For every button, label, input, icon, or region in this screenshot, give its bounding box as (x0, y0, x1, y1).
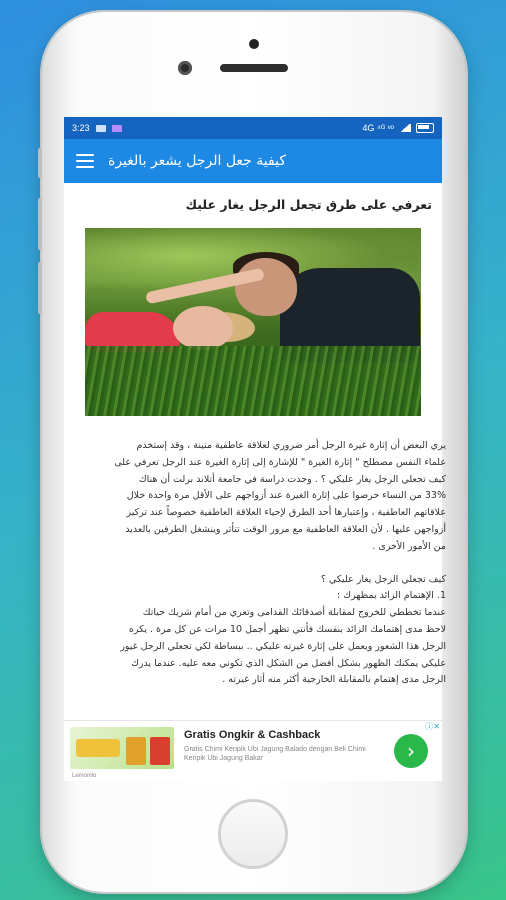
ad-banner[interactable] (64, 720, 442, 781)
article-body (74, 438, 446, 556)
hamburger-icon[interactable] (76, 154, 94, 168)
app-bar (64, 139, 442, 183)
ad-description: Gratis Chimi Keripik Ubi Jagung Balado dengan Beli Chimi Keripik Ubi Jagung Bakar (184, 746, 366, 762)
app-title: كيفية جعل الرجل يشعر بالغيرة (108, 153, 286, 169)
chevron-right-icon[interactable]: › (394, 734, 428, 768)
home-button[interactable] (218, 799, 288, 869)
volume-up-button (38, 198, 42, 250)
article-title: تعرفي على طرق تجعل الرجل يغار عليك (185, 197, 432, 212)
app-notification-icon (112, 125, 122, 132)
earpiece-speaker (220, 64, 288, 72)
status-time: 3:23 (72, 123, 90, 133)
body-line: علماء النفس مصطلح " إثارة الغيرة " للإشارة إلى إثارة الغيرة عند الرجل تعرفي على (114, 456, 446, 468)
volume-down-button (38, 262, 42, 314)
section-line: الرجل مدى إهتمام بالمقابلة الخارجية أكثر منه أثار غيرته . (222, 674, 446, 686)
front-camera-icon (178, 61, 192, 75)
body-line: علاقاتهم العاطفية ، وإعتبارها أحد الطرق لإحياء العلاقة العاطفية خصوصاً عند تركيز (126, 507, 446, 519)
article-content (64, 183, 446, 689)
adchoices-icon[interactable]: ⓘ✕ (425, 722, 440, 731)
body-line: أزواجهن عليها . لأن العلاقة العاطفية مع مرور الوقت تتأثر وينشغل الطرفين بالعديد (125, 523, 446, 535)
section-line: لاحظ مدى إهتمامك الزائد بنفسك فأنتي تظهر أجمل 10 مرات عن كل مرة . يكره (128, 623, 446, 635)
ad-thumbnail[interactable] (70, 727, 174, 769)
network-indicators: 4G ⁴ᴳ ᵛᵒ (362, 123, 394, 133)
body-line: كيف تجعلي الرجل يغار عليكي ؟ . وجدت دراسة في جامعة أتلاند برلت أن هناك (138, 473, 446, 485)
article-image (85, 228, 421, 416)
section-line: عندما تخططي للخروج لمقابلة أصدقائك القدامى وتعري من أمام شريك حياتك (142, 607, 446, 619)
signal-icon (399, 124, 411, 132)
section-title: كيف تجعلي الرجل يغار عليكي ؟ (320, 573, 446, 585)
notification-icon (96, 125, 106, 132)
ad-title[interactable]: Gratis Ongkir & Cashback (184, 729, 321, 741)
proximity-sensor (249, 39, 259, 49)
section-heading (74, 572, 446, 690)
body-line: من الأمور الأخرى . (372, 540, 446, 552)
mute-switch (38, 148, 42, 178)
section-line: 1. الإهتمام الزائد بمظهرك : (337, 590, 446, 602)
section-line: الرجل هذا الشعور ويعمل على إثارة غيرته عليكي .. ببساطة لكي تجعلي الرجل غيور (120, 640, 446, 652)
body-line: يري البعض أن إثارة غيرة الرجل أمر ضروري لعلاقة عاطفية متينة ، وقد إستخدم (136, 440, 446, 451)
battery-icon (416, 123, 434, 133)
phone-screen (64, 117, 446, 781)
body-line: 33% من النساء حرصوا على إثارة الغيرة عند أزواجهم على الأقل مرة واحدة خلال (126, 490, 446, 502)
ad-brand: Lemonilo (72, 773, 97, 779)
section-line: عليكي يمكنك الظهور بشكل أفضل من الشكل الذي تكوني معه عليه. عندما يدرك (131, 657, 446, 669)
status-bar (64, 117, 442, 139)
